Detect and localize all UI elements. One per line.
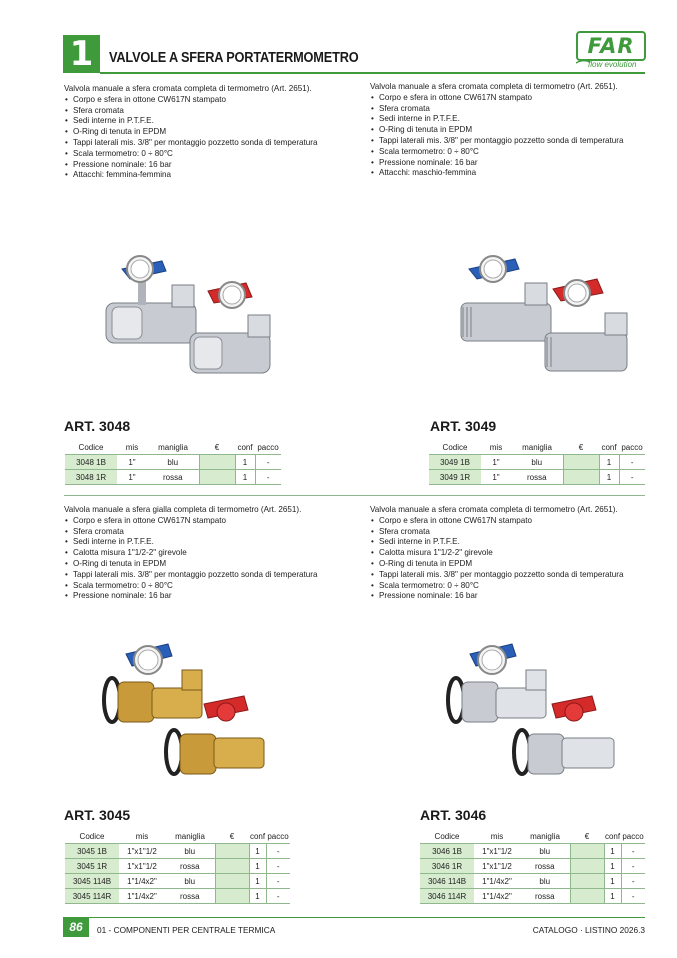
table-row — [420, 874, 645, 889]
price-table-3045 — [65, 830, 290, 904]
pack-cell: - — [621, 874, 645, 889]
col-header: mis — [489, 443, 503, 452]
size-cell: 1" — [481, 470, 511, 485]
article-title: ART. 3045 — [64, 807, 131, 823]
code-cell: 3045 1R — [65, 859, 119, 874]
code-cell: 3046 1R — [420, 859, 474, 874]
handle-cell: blu — [511, 455, 563, 470]
pack-cell: - — [621, 859, 645, 874]
feature-item: • Corpo e sfera in ottone CW617N stampato — [370, 93, 623, 104]
col-header: € — [584, 832, 590, 841]
section-number: 1 — [63, 35, 100, 73]
feature-item: • Scala termometro: 0 ÷ 80°C — [64, 581, 317, 592]
col-header: pacco — [257, 443, 279, 452]
handle-cell: rossa — [520, 889, 570, 904]
col-header: € — [214, 443, 220, 452]
price-cell — [199, 455, 235, 470]
feature-item: • Attacchi: femmina-femmina — [64, 170, 317, 181]
pack-cell: - — [266, 859, 290, 874]
handle-cell: rossa — [165, 859, 215, 874]
handle-cell: blu — [147, 455, 199, 470]
col-header: maniglia — [530, 832, 560, 841]
price-cell — [570, 844, 604, 859]
table-row — [420, 889, 645, 904]
handle-cell: blu — [520, 874, 570, 889]
feature-item: • Scala termometro: 0 ÷ 80°C — [370, 581, 623, 592]
col-header: Codice — [442, 443, 468, 452]
feature-item: • Calotta misura 1"1/2-2" girevole — [64, 548, 317, 559]
code-cell: 3046 1B — [420, 844, 474, 859]
description-3045 — [64, 505, 317, 602]
feature-list — [64, 516, 317, 602]
pack-cell: - — [266, 889, 290, 904]
conf-cell: 1 — [599, 470, 619, 485]
handle-cell: blu — [165, 874, 215, 889]
size-cell: 1"1/4x2" — [119, 889, 165, 904]
size-cell: 1"1/4x2" — [119, 874, 165, 889]
code-cell: 3045 114R — [65, 889, 119, 904]
price-table-3046 — [420, 830, 645, 904]
feature-item: • Sedi interne in P.T.F.E. — [370, 114, 623, 125]
feature-item: • Sfera cromata — [64, 527, 317, 538]
price-cell — [199, 470, 235, 485]
handle-cell: rossa — [147, 470, 199, 485]
size-cell: 1" — [117, 470, 147, 485]
handle-cell: blu — [520, 844, 570, 859]
col-header: Codice — [78, 443, 104, 452]
conf-cell: 1 — [604, 889, 621, 904]
table-row — [420, 859, 645, 874]
footer-catalog: CATALOGO · LISTINO 2026.3 — [532, 925, 645, 935]
feature-item: • Scala termometro: 0 ÷ 80°C — [64, 149, 317, 160]
col-header: € — [578, 443, 584, 452]
code-cell: 3048 1B — [65, 455, 117, 470]
price-cell — [563, 455, 599, 470]
feature-item: • Pressione nominale: 16 bar — [370, 158, 623, 169]
col-header: conf — [601, 443, 617, 452]
conf-cell: 1 — [604, 874, 621, 889]
price-table-3049 — [429, 441, 645, 485]
logo-text: FAR — [576, 31, 646, 61]
product-image-3048 — [100, 255, 280, 385]
description-3048 — [64, 84, 317, 181]
far-logo — [574, 31, 646, 71]
price-cell — [215, 844, 249, 859]
conf-cell: 1 — [604, 844, 621, 859]
code-cell: 3046 114B — [420, 874, 474, 889]
section-divider — [64, 495, 645, 496]
col-header: maniglia — [175, 832, 205, 841]
handle-cell: blu — [165, 844, 215, 859]
col-header: € — [229, 832, 235, 841]
size-cell: 1"x1"1/2 — [474, 844, 520, 859]
description-3046 — [370, 505, 623, 602]
logo-tagline: flow evolution — [588, 60, 637, 69]
code-cell: 3049 1R — [429, 470, 481, 485]
header-rule — [100, 72, 645, 74]
code-cell: 3048 1R — [65, 470, 117, 485]
code-cell: 3045 114B — [65, 874, 119, 889]
size-cell: 1"x1"1/2 — [119, 844, 165, 859]
product-image-3046 — [442, 640, 632, 780]
col-header: mis — [125, 443, 139, 452]
feature-item: • O-Ring di tenuta in EPDM — [370, 125, 623, 136]
size-cell: 1" — [481, 455, 511, 470]
price-cell — [215, 889, 249, 904]
size-cell: 1"x1"1/2 — [474, 859, 520, 874]
feature-list — [370, 516, 623, 602]
article-title: ART. 3049 — [430, 418, 497, 434]
feature-item: • Corpo e sfera in ottone CW617N stampato — [64, 95, 317, 106]
feature-item: • Pressione nominale: 16 bar — [64, 591, 317, 602]
page-number: 86 — [63, 917, 89, 937]
page-title: VALVOLE A SFERA PORTATERMOMETRO — [109, 50, 359, 66]
feature-item: • Pressione nominale: 16 bar — [64, 160, 317, 171]
col-header: conf — [604, 832, 621, 841]
description-intro: Valvola manuale a sfera cromata completa di termometro (Art. 2651). — [64, 84, 312, 93]
price-cell — [215, 859, 249, 874]
feature-list — [64, 95, 317, 181]
feature-item: • Sedi interne in P.T.F.E. — [370, 537, 623, 548]
feature-item: • Tappi laterali mis. 3/8" per montaggio pozzetto sonda di temperatura — [370, 136, 623, 147]
table-row — [65, 470, 281, 485]
col-header: mis — [490, 832, 504, 841]
table-row — [65, 859, 290, 874]
conf-cell: 1 — [599, 455, 619, 470]
feature-item: • Pressione nominale: 16 bar — [370, 591, 623, 602]
table-row — [65, 874, 290, 889]
conf-cell: 1 — [249, 859, 266, 874]
feature-item: • O-Ring di tenuta in EPDM — [370, 559, 623, 570]
handle-cell: rossa — [520, 859, 570, 874]
conf-cell: 1 — [249, 844, 266, 859]
pack-cell: - — [255, 470, 281, 485]
feature-item: • O-Ring di tenuta in EPDM — [64, 127, 317, 138]
feature-item: • Attacchi: maschio-femmina — [370, 168, 623, 179]
price-cell — [563, 470, 599, 485]
feature-item: • Sedi interne in P.T.F.E. — [64, 537, 317, 548]
table-row — [429, 455, 645, 470]
price-cell — [215, 874, 249, 889]
size-cell: 1"x1"1/2 — [119, 859, 165, 874]
product-image-3045 — [98, 640, 278, 780]
description-intro: Valvola manuale a sfera cromata completa di termometro (Art. 2651). — [370, 82, 618, 91]
feature-item: • Sfera cromata — [64, 106, 317, 117]
table-row — [65, 844, 290, 859]
conf-cell: 1 — [235, 455, 255, 470]
table-header-row — [420, 830, 645, 844]
feature-item: • Calotta misura 1"1/2-2" girevole — [370, 548, 623, 559]
table-row — [420, 844, 645, 859]
feature-item: • Tappi laterali mis. 3/8" per montaggio pozzetto sonda di temperatura — [64, 138, 317, 149]
description-intro: Valvola manuale a sfera gialla completa di termometro (Art. 2651). — [64, 505, 302, 514]
size-cell: 1"1/4x2" — [474, 874, 520, 889]
feature-item: • Scala termometro: 0 ÷ 80°C — [370, 147, 623, 158]
col-header: conf — [237, 443, 253, 452]
feature-item: • Tappi laterali mis. 3/8" per montaggio pozzetto sonda di temperatura — [370, 570, 623, 581]
description-intro: Valvola manuale a sfera cromata completa di termometro (Art. 2651). — [370, 505, 618, 514]
code-cell: 3045 1B — [65, 844, 119, 859]
table-header-row — [65, 830, 290, 844]
pack-cell: - — [621, 889, 645, 904]
handle-cell: rossa — [165, 889, 215, 904]
col-header: Codice — [79, 832, 105, 841]
table-header-row — [65, 441, 281, 455]
col-header: pacco — [267, 832, 289, 841]
feature-item: • Tappi laterali mis. 3/8" per montaggio pozzetto sonda di temperatura — [64, 570, 317, 581]
code-cell: 3049 1B — [429, 455, 481, 470]
feature-list — [370, 93, 623, 179]
price-cell — [570, 859, 604, 874]
footer-rule — [89, 917, 645, 918]
feature-item: • Corpo e sfera in ottone CW617N stampato — [64, 516, 317, 527]
col-header: pacco — [622, 832, 644, 841]
pack-cell: - — [266, 874, 290, 889]
col-header: mis — [135, 832, 149, 841]
pack-cell: - — [621, 844, 645, 859]
pack-cell: - — [619, 455, 645, 470]
article-title: ART. 3046 — [420, 807, 487, 823]
col-header: maniglia — [158, 443, 188, 452]
price-cell — [570, 889, 604, 904]
table-row — [65, 889, 290, 904]
size-cell: 1"1/4x2" — [474, 889, 520, 904]
col-header: conf — [249, 832, 266, 841]
price-table-3048 — [65, 441, 281, 485]
conf-cell: 1 — [235, 470, 255, 485]
handle-cell: rossa — [511, 470, 563, 485]
pack-cell: - — [619, 470, 645, 485]
article-title: ART. 3048 — [64, 418, 131, 434]
feature-item: • Sedi interne in P.T.F.E. — [64, 116, 317, 127]
table-header-row — [429, 441, 645, 455]
price-cell — [570, 874, 604, 889]
col-header: Codice — [434, 832, 460, 841]
pack-cell: - — [255, 455, 281, 470]
conf-cell: 1 — [249, 889, 266, 904]
code-cell: 3046 114R — [420, 889, 474, 904]
conf-cell: 1 — [249, 874, 266, 889]
col-header: maniglia — [522, 443, 552, 452]
feature-item: • Corpo e sfera in ottone CW617N stampato — [370, 516, 623, 527]
pack-cell: - — [266, 844, 290, 859]
table-row — [65, 455, 281, 470]
col-header: pacco — [621, 443, 643, 452]
table-row — [429, 470, 645, 485]
footer-section: 01 - COMPONENTI PER CENTRALE TERMICA — [97, 925, 276, 935]
feature-item: • Sfera cromata — [370, 527, 623, 538]
description-3049 — [370, 82, 623, 179]
feature-item: • Sfera cromata — [370, 104, 623, 115]
size-cell: 1" — [117, 455, 147, 470]
conf-cell: 1 — [604, 859, 621, 874]
feature-item: • O-Ring di tenuta in EPDM — [64, 559, 317, 570]
product-image-3049 — [455, 255, 635, 385]
